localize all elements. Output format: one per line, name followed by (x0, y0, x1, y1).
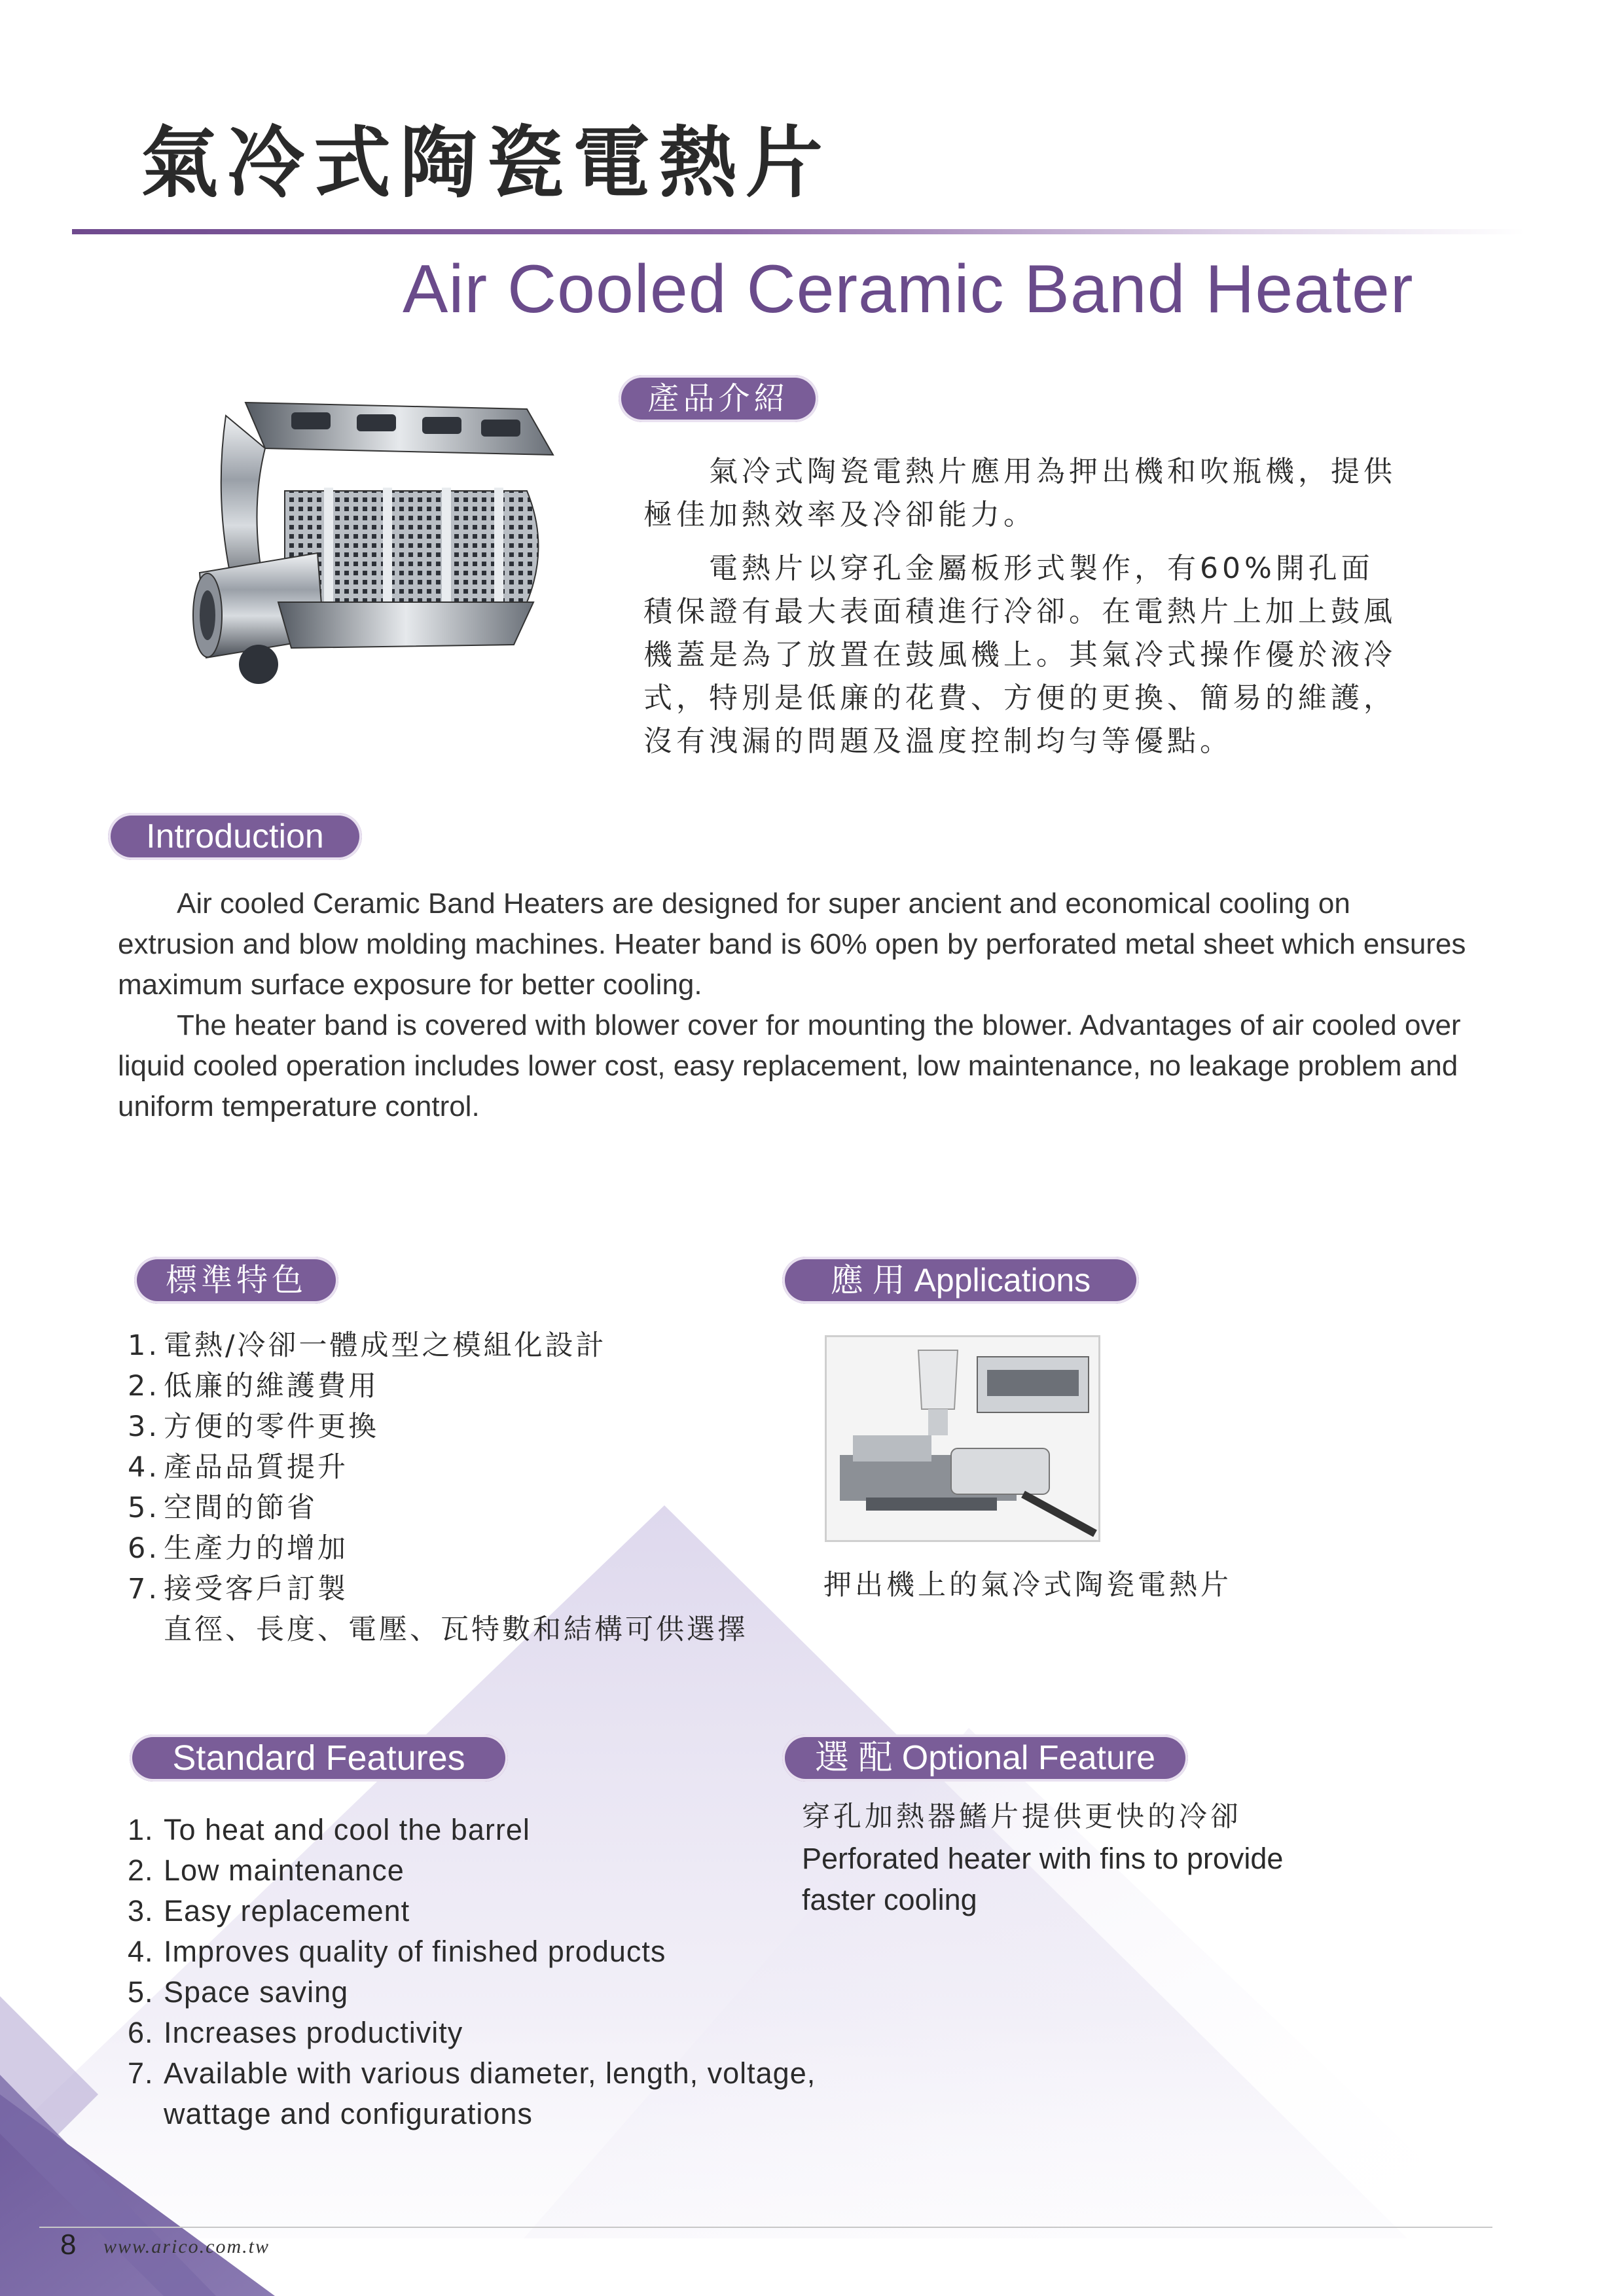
standard-features-zh-list (128, 1325, 748, 1650)
introduction-label: Introduction (108, 813, 362, 860)
standard-features-en-label: Standard Features (130, 1734, 508, 1782)
list-item: 5. 空間的節省 (128, 1492, 317, 1524)
application-photo (825, 1335, 1100, 1542)
extruder-machine-image (827, 1337, 1098, 1540)
list-item: 1. 電熱/冷卻一體成型之模組化設計 (128, 1329, 607, 1362)
list-item: 3. 方便的零件更換 (128, 1410, 379, 1443)
optional-feature-en-line: Perforated heater with fins to provide (802, 1842, 1284, 1875)
page-title-zh: 氣冷式陶瓷電熱片 (141, 118, 833, 208)
band-heater-image (187, 376, 566, 710)
introduction-paragraph: Air cooled Ceramic Band Heaters are designed for super ancient and economical cooling on extrusion and blow molding machines. Heater band is 60% open by perforated metal sheet which ensures maximum surface exposure for better cooling. (118, 888, 1466, 1001)
optional-feature-text (802, 1797, 1283, 1920)
optional-feature-label: 選 配 Optional Feature (782, 1734, 1188, 1782)
list-item: 4. 產品品質提升 (128, 1451, 348, 1484)
introduction-paragraph: The heater band is covered with blower cover for mounting the blower. Advantages of air cooled over liquid cooled operation includes lower cost, easy replacement, low maintenance, no leakage problem and uniform temperature control. (118, 1009, 1461, 1122)
list-item: 1. To heat and cool the barrel (128, 1813, 530, 1846)
list-item: 3. Easy replacement (128, 1894, 410, 1928)
applications-label: 應 用 Applications (782, 1257, 1139, 1304)
page-title-en: Air Cooled Ceramic Band Heater (403, 251, 1414, 327)
product-intro-paragraph: 電熱片以穿孔金屬板形式製作，有60%開孔面積保證有最大表面積進行冷卻。在電熱片上加上鼓風機蓋是為了放置在鼓風機上。其氣冷式操作優於液冷式，特別是低廉的花費、方便的更換、簡易的維護，沒有洩漏的問題及溫度控制均勻等優點。 (643, 552, 1396, 758)
application-caption: 押出機上的氣冷式陶瓷電熱片 (823, 1569, 1232, 1602)
list-item: 2. Low maintenance (128, 1854, 405, 1887)
optional-feature-en-line: faster cooling (802, 1883, 977, 1916)
list-item-extra: 直徑、長度、電壓、瓦特數和結構可供選擇 (164, 1613, 748, 1646)
list-item: 2. 低廉的維護費用 (128, 1370, 379, 1403)
standard-features-en-list (128, 1810, 871, 2134)
footer-divider (39, 2227, 1492, 2228)
list-item: 5. Space saving (128, 1975, 349, 2009)
list-item: 7. Available with various diameter, length, voltage, wattage and configurations (128, 2056, 816, 2130)
introduction-text (118, 884, 1466, 1127)
standard-features-zh-label: 標準特色 (134, 1257, 338, 1304)
product-intro-label: 產品介紹 (619, 375, 818, 422)
product-intro-paragraph: 氣冷式陶瓷電熱片應用為押出機和吹瓶機，提供極佳加熱效率及冷卻能力。 (643, 455, 1396, 531)
list-item: 7. 接受客戶訂製 (128, 1573, 348, 1605)
list-item: 6. 生產力的增加 (128, 1532, 348, 1565)
website-link[interactable]: www.arico.com.tw (103, 2236, 270, 2257)
optional-feature-zh: 穿孔加熱器鰭片提供更快的冷卻 (802, 1801, 1242, 1833)
product-intro-text (643, 450, 1403, 774)
list-item: 4. Improves quality of finished products (128, 1935, 666, 1968)
title-divider (72, 229, 1525, 234)
page-number: 8 (60, 2229, 77, 2261)
list-item: 6. Increases productivity (128, 2016, 463, 2049)
